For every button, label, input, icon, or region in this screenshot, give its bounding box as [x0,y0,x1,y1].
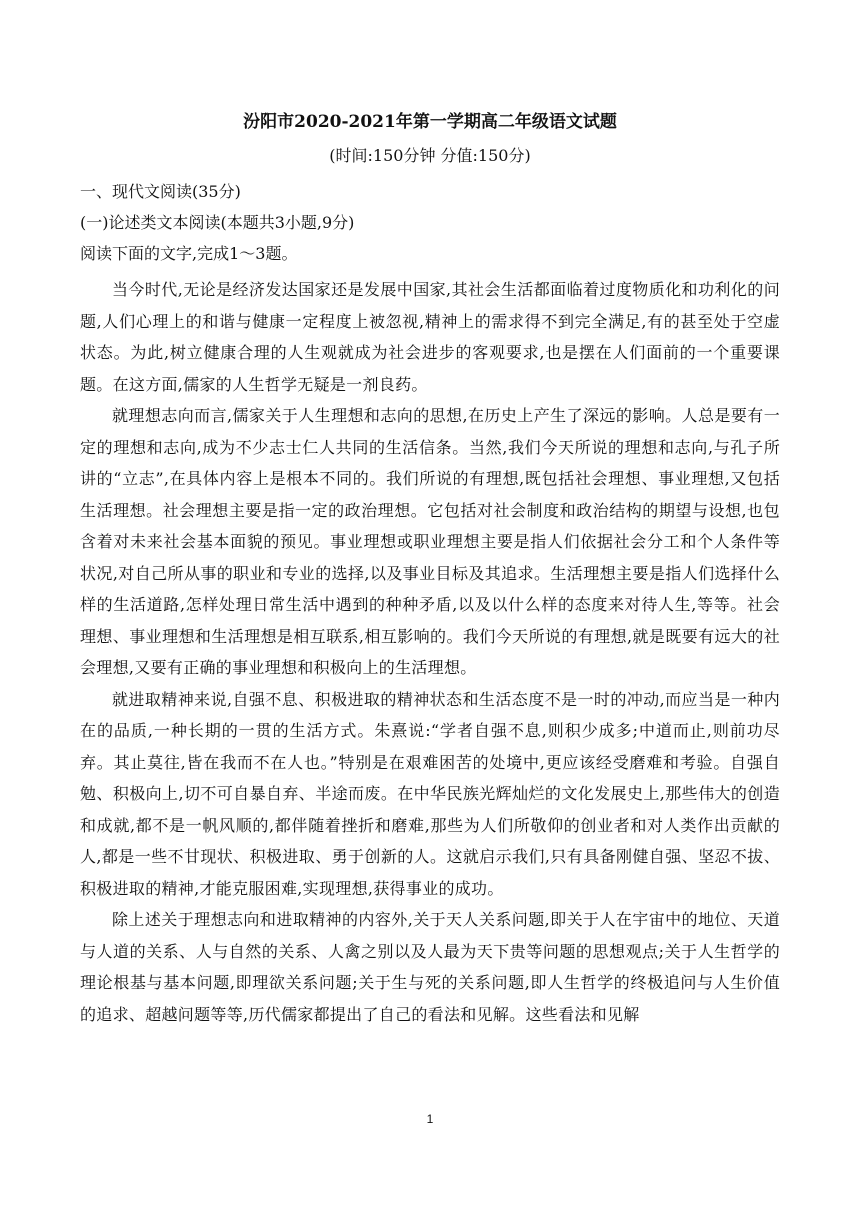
passage-paragraph-4: 除上述关于理想志向和进取精神的内容外,关于天人关系问题,即关于人在宇宙中的地位、天道与人道的关系、人与自然的关系、人禽之别以及人最为天下贵等问题的思想观点;关于人生哲学的理论根基与基本问题,即理欲关系问题;关于生与死的关系问题,即人生哲学的终极追问与人生价值的追求、超越问题等等,历代儒家都提出了自己的看法和见解。这些看法和见解 [80,910,780,1024]
page-number: 1 [426,1112,434,1126]
subsection-heading: (一)论述类文本阅读(本题共3小题,9分) [80,213,355,232]
passage-paragraph-1: 当今时代,无论是经济发达国家还是发展中国家,其社会生活都面临着过度物质化和功利化的问题,人们心理上的和谐与健康一定程度上被忽视,精神上的需求得不到完全满足,有的甚至处于空虚状态。为此,树立健康合理的人生观就成为社会进步的客观要求,也是摆在人们面前的一个重要课题。在这方面,儒家的人生哲学无疑是一剂良药。 [80,280,780,394]
passage-paragraph-2: 就理想志向而言,儒家关于人生理想和志向的思想,在历史上产生了深远的影响。人总是要有一定的理想和志向,成为不少志士仁人共同的生活信条。当然,我们今天所说的理想和志向,与孔子所讲的“立志”,在具体内容上是根本不同的。我们所说的有理想,既包括社会理想、事业理想,又包括生活理想。社会理想主要是指一定的政治理想。它包括对社会制度和政治结构的期望与设想,也包含着对未来社会基本面貌的预见。事业理想或职业理想主要是指人们依据社会分工和个人条件等状况,对自己所从事的职业和专业的选择,以及事业目标及其追求。生活理想主要是指人们选择什么样的生活道路,怎样处理日常生活中遇到的种种矛盾,以及以什么样的态度来对待人生,等等。社会理想、事业理想和生活理想是相互联系,相互影响的。我们今天所说的有理想,就是既要有远大的社会理想,又要有正确的事业理想和积极向上的生活理想。 [80,406,780,677]
exam-title: 汾阳市2020-2021年第一学期高二年级语文试题 [243,112,617,132]
exam-time-and-score: (时间:150分钟 分值:150分) [329,146,531,165]
passage-paragraph-3: 就进取精神来说,自强不息、积极进取的精神状态和生活态度不是一时的冲动,而应当是一种内在的品质,一种长期的一贯的生活方式。朱熹说:“学者自强不息,则积少成多;中道而止,则前功尽弃。其止莫往,皆在我而不在人也。”特别是在艰难困苦的处境中,更应该经受磨难和考验。自强自勉、积极向上,切不可自暴自弃、半途而废。在中华民族光辉灿烂的文化发展史上,那些伟大的创造和成就,都不是一帆风顺的,都伴随着挫折和磨难,那些为人们所敬仰的创业者和对人类作出贡献的人,都是一些不甘现状、积极进取、勇于创新的人。这就启示我们,只有具备刚健自强、坚忍不拔、积极进取的精神,才能克服困难,实现理想,获得事业的成功。 [80,689,780,898]
reading-instruction: 阅读下面的文字,完成1～3题。 [80,244,298,263]
section-heading: 一、现代文阅读(35分) [80,182,241,201]
reading-passage [80,274,780,1030]
